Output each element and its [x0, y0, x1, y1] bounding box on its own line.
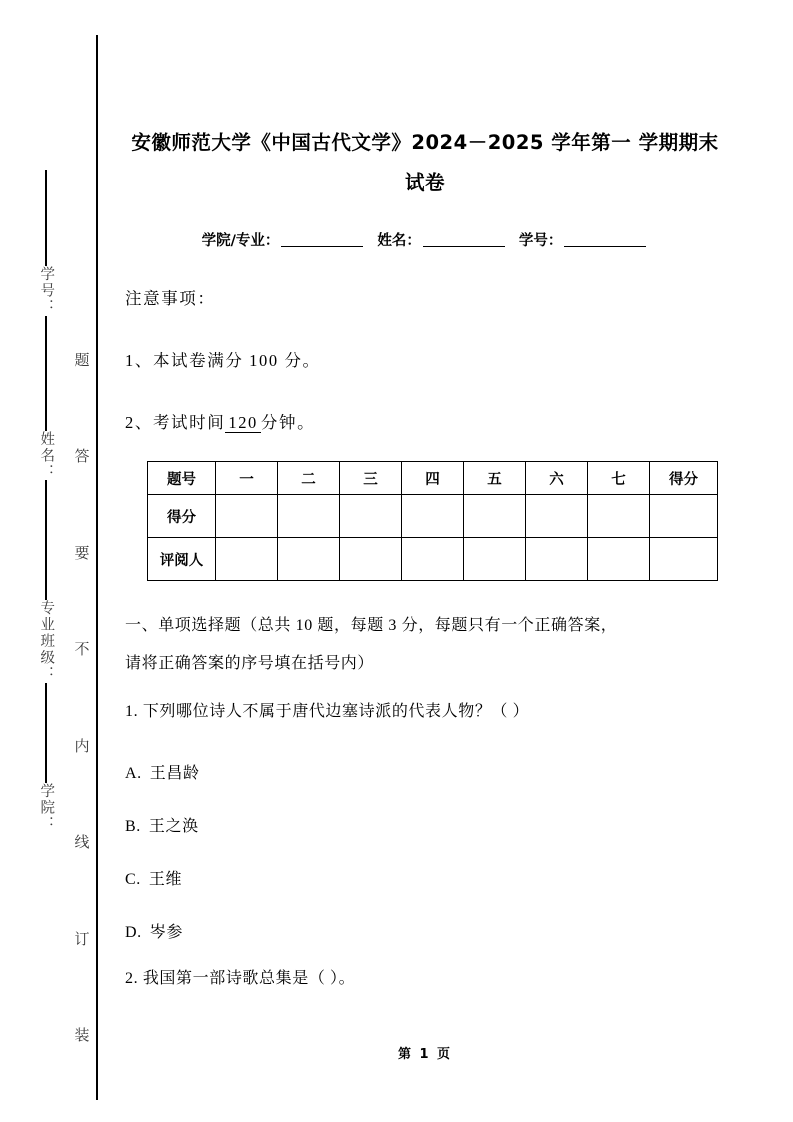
- score-table-col-3: 三: [340, 462, 402, 495]
- question-1-option-a[interactable]: [125, 760, 725, 783]
- reviewer-cell-3[interactable]: [340, 538, 402, 581]
- binding-label-class: 专业班级：: [38, 600, 55, 683]
- score-table-row-label-2: 评阅人: [148, 538, 216, 581]
- table-row: [148, 538, 718, 581]
- score-cell-2[interactable]: [278, 495, 340, 538]
- binding-label-name: 姓名：: [38, 430, 55, 480]
- question-1-text: 下列哪位诗人不属于唐代边塞诗派的代表人物？（ ）: [142, 703, 530, 720]
- page-title-line-1: 安徽师范大学《中国古代文学》2024－2025 学年第一: [131, 131, 632, 154]
- student-id-field[interactable]: [564, 233, 646, 247]
- reviewer-cell-4[interactable]: [402, 538, 464, 581]
- reviewer-cell-2[interactable]: [278, 538, 340, 581]
- binding-char-ding: 订: [72, 930, 91, 946]
- notes-heading: 注意事项：: [125, 289, 216, 308]
- score-cell-total[interactable]: [650, 495, 718, 538]
- reviewer-cell-5[interactable]: [464, 538, 526, 581]
- binding-char-nei: 内: [72, 737, 91, 753]
- section-1-heading-line-2: 请将正确答案的序号填在括号内）: [125, 655, 375, 672]
- reviewer-cell-total[interactable]: [650, 538, 718, 581]
- reviewer-cell-1[interactable]: [216, 538, 278, 581]
- section-1-heading: [125, 607, 725, 683]
- question-1-option-a-text: 王昌龄: [149, 765, 200, 782]
- question-2: [125, 965, 725, 988]
- binding-char-ti: 题: [72, 352, 91, 367]
- question-1: [125, 698, 725, 721]
- table-row-header: [148, 462, 718, 495]
- question-2-number: 2.: [125, 970, 139, 987]
- question-1-option-c-text: 王维: [148, 871, 183, 888]
- question-1-option-b-key: B.: [125, 818, 141, 835]
- notes-item-2: [125, 409, 725, 433]
- name-label: 姓名：: [377, 233, 421, 249]
- score-cell-7[interactable]: [588, 495, 650, 538]
- question-1-option-c[interactable]: [125, 866, 725, 889]
- score-table-row-label-0: 题号: [148, 462, 216, 495]
- question-1-option-d-text: 岑参: [149, 924, 183, 941]
- page-title-line-2: 学期期末试卷: [404, 131, 719, 194]
- student-info-row: [125, 229, 725, 250]
- notes-item-2-prefix: 2、考试时间: [125, 413, 226, 432]
- score-cell-5[interactable]: [464, 495, 526, 538]
- college-major-field[interactable]: [281, 233, 363, 247]
- college-major-label: 学院/专业：: [201, 233, 280, 249]
- binding-char-bu: 不: [72, 641, 91, 657]
- binding-blank-line-2: [45, 316, 46, 431]
- name-field[interactable]: [423, 233, 505, 247]
- score-table-col-4: 四: [402, 462, 464, 495]
- binding-blank-line-3: [45, 480, 46, 600]
- reviewer-cell-7[interactable]: [588, 538, 650, 581]
- binding-label-student-id: 学号：: [38, 266, 55, 316]
- binding-char-xian: 线: [72, 834, 91, 850]
- score-cell-3[interactable]: [340, 495, 402, 538]
- question-1-option-b[interactable]: [125, 813, 725, 836]
- score-table-col-total: 得分: [650, 462, 718, 495]
- binding-margin: [0, 0, 97, 1122]
- binding-char-yao: 要: [72, 544, 91, 560]
- question-1-option-a-key: A.: [125, 765, 142, 782]
- content-column: [125, 0, 725, 1122]
- question-1-option-d-key: D.: [125, 924, 142, 941]
- question-2-text: 我国第一部诗歌总集是（ ）。: [142, 970, 356, 987]
- section-1-heading-line-1: 一、单项选择题（总共 10 题，每题 3 分，每题只有一个正确答案，: [125, 617, 618, 634]
- notes-item-1: 1、本试卷满分 100 分。: [125, 351, 321, 370]
- score-table-col-2: 二: [278, 462, 340, 495]
- binding-inner-column: [66, 352, 96, 1042]
- score-table: [147, 461, 718, 581]
- score-cell-1[interactable]: [216, 495, 278, 538]
- binding-vertical-rule: [96, 35, 98, 1100]
- binding-label-college: 学院：: [38, 782, 55, 832]
- binding-blank-line-4: [45, 683, 46, 783]
- table-row: [148, 495, 718, 538]
- binding-char-zhuang: 装: [72, 1026, 91, 1042]
- reviewer-cell-6[interactable]: [526, 538, 588, 581]
- page-footer: 第 1 页: [397, 1047, 453, 1062]
- binding-outer-column: [26, 170, 66, 970]
- question-1-option-b-text: 王之涣: [148, 818, 199, 835]
- score-table-row-label-1: 得分: [148, 495, 216, 538]
- student-id-label: 学号：: [518, 233, 563, 249]
- score-table-col-1: 一: [216, 462, 278, 495]
- question-1-option-c-key: C.: [125, 871, 141, 888]
- page-title: [125, 123, 725, 203]
- score-table-col-7: 七: [588, 462, 650, 495]
- notes-item-2-suffix: 分钟。: [260, 413, 316, 432]
- question-1-number: 1.: [125, 703, 139, 720]
- binding-blank-line-1: [45, 170, 46, 266]
- score-cell-6[interactable]: [526, 495, 588, 538]
- binding-char-da: 答: [72, 448, 91, 464]
- score-cell-4[interactable]: [402, 495, 464, 538]
- question-1-option-d[interactable]: [125, 919, 725, 942]
- score-table-col-6: 六: [526, 462, 588, 495]
- exam-duration-value: 120: [225, 413, 261, 433]
- score-table-col-5: 五: [464, 462, 526, 495]
